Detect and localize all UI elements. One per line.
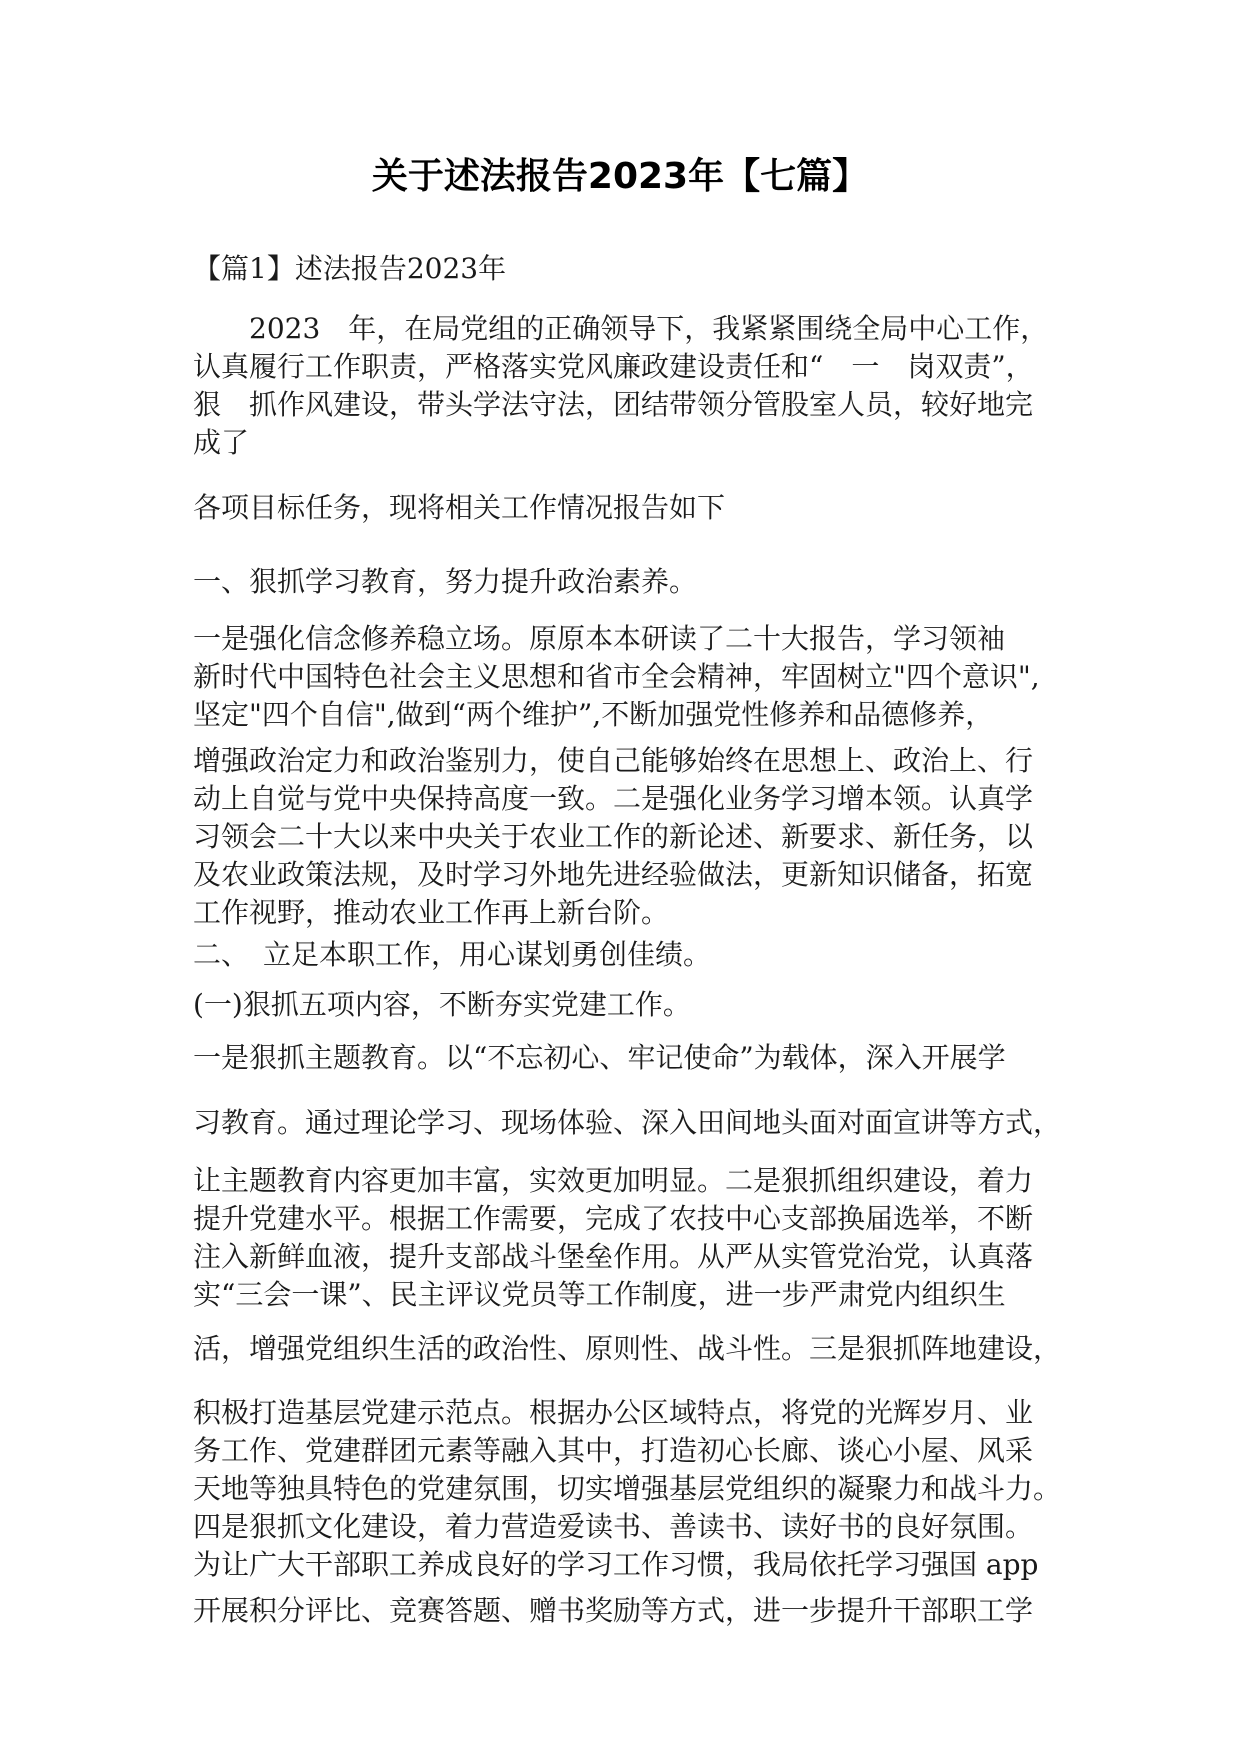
text-line: 开展积分评比、竞赛答题、赠书奖励等方式，进一步提升干部职工学 (193, 1594, 1034, 1627)
text-line: 动上自觉与党中央保持高度一致。二是强化业务学习增本领。认真学 (193, 782, 1034, 815)
text-line: 习领会二十大以来中央关于农业工作的新论述、新要求、新任务，以 (193, 820, 1034, 853)
paragraph (193, 489, 1053, 527)
text-line: 一是强化信念修养稳立场。原原本本研读了二十大报告，学习领袖 (193, 622, 1006, 655)
text-line: 一、狠抓学习教育，努力提升政治素养。 (193, 565, 698, 598)
text-line: 一是狠抓主题教育。以“不忘初心、牢记使命”为载体，深入开展学 (193, 1041, 1006, 1074)
paragraph (193, 1394, 1062, 1584)
section-heading (193, 563, 1053, 601)
text-line: 【篇1】述法报告2023年 (193, 252, 507, 285)
text-line: 各项目标任务，现将相关工作情况报告如下 (193, 491, 726, 524)
text-line: 积极打造基层党建示范点。根据办公区域特点，将党的光辉岁月、业 (193, 1396, 1034, 1429)
section-heading (193, 250, 1053, 288)
paragraph (193, 1162, 1053, 1314)
section-heading (193, 936, 1053, 974)
text-line: 成了 (193, 426, 250, 459)
subsection-heading (193, 986, 1053, 1024)
paragraph (193, 310, 1053, 462)
document-title: 关于述法报告2023年【七篇】 (371, 156, 869, 197)
text-line: 习教育。通过理论学习、现场体验、深入田间地头面对面宣讲等方式， (193, 1106, 1062, 1139)
paragraph (193, 1592, 1053, 1630)
text-line: 工作视野，推动农业工作再上新台阶。 (193, 896, 670, 929)
text-line: 务工作、党建群团元素等融入其中，打造初心长廊、谈心小屋、风采 (193, 1434, 1034, 1467)
text-line: 坚定"四个自信",做到“两个维护”,不断加强党性修养和品德修养， (193, 698, 994, 731)
text-line: 提升党建水平。根据工作需要，完成了农技中心支部换届选举，不断 (193, 1202, 1034, 1235)
text-line: 新时代中国特色社会主义思想和省市全会精神，牢固树立"四个意识", (193, 660, 1040, 693)
text-line: 天地等独具特色的党建氛围，切实增强基层党组织的凝聚力和战斗力。 (193, 1472, 1062, 1505)
text-line: 增强政治定力和政治鉴别力，使自己能够始终在思想上、政治上、行 (193, 744, 1034, 777)
text-line: 认真履行工作职责，严格落实党风廉政建设责任和“ 一 岗双责”， (193, 350, 1034, 383)
paragraph (193, 620, 1053, 734)
paragraph (193, 1330, 1062, 1368)
text-line: 二、 立足本职工作，用心谋划勇创佳绩。 (193, 938, 712, 971)
paragraph (193, 742, 1053, 932)
text-line: 狠 抓作风建设，带头学法守法，团结带领分管股室人员，较好地完 (193, 388, 1034, 421)
text-line: 四是狠抓文化建设，着力营造爱读书、善读书、读好书的良好氛围。 (193, 1510, 1034, 1543)
text-line: 活，增强党组织生活的政治性、原则性、战斗性。三是狠抓阵地建设， (193, 1332, 1062, 1365)
text-line: 实“三会一课”、民主评议党员等工作制度，进一步严肃党内组织生 (193, 1278, 1006, 1311)
text-line: 为让广大干部职工养成良好的学习工作习惯，我局依托学习强国 app (193, 1548, 1039, 1581)
text-line: 让主题教育内容更加丰富，实效更加明显。二是狠抓组织建设，着力 (193, 1164, 1034, 1197)
text-line: 及农业政策法规，及时学习外地先进经验做法，更新知识储备，拓宽 (193, 858, 1034, 891)
paragraph (193, 1104, 1062, 1142)
text-line: 注入新鲜血液，提升支部战斗堡垒作用。从严从实管党治党，认真落 (193, 1240, 1034, 1273)
text-line: 2023 年，在局党组的正确领导下，我紧紧围绕全局中心工作， (193, 312, 1049, 345)
text-line: (一)狠抓五项内容，不断夯实党建工作。 (193, 988, 691, 1021)
paragraph (193, 1039, 1053, 1077)
